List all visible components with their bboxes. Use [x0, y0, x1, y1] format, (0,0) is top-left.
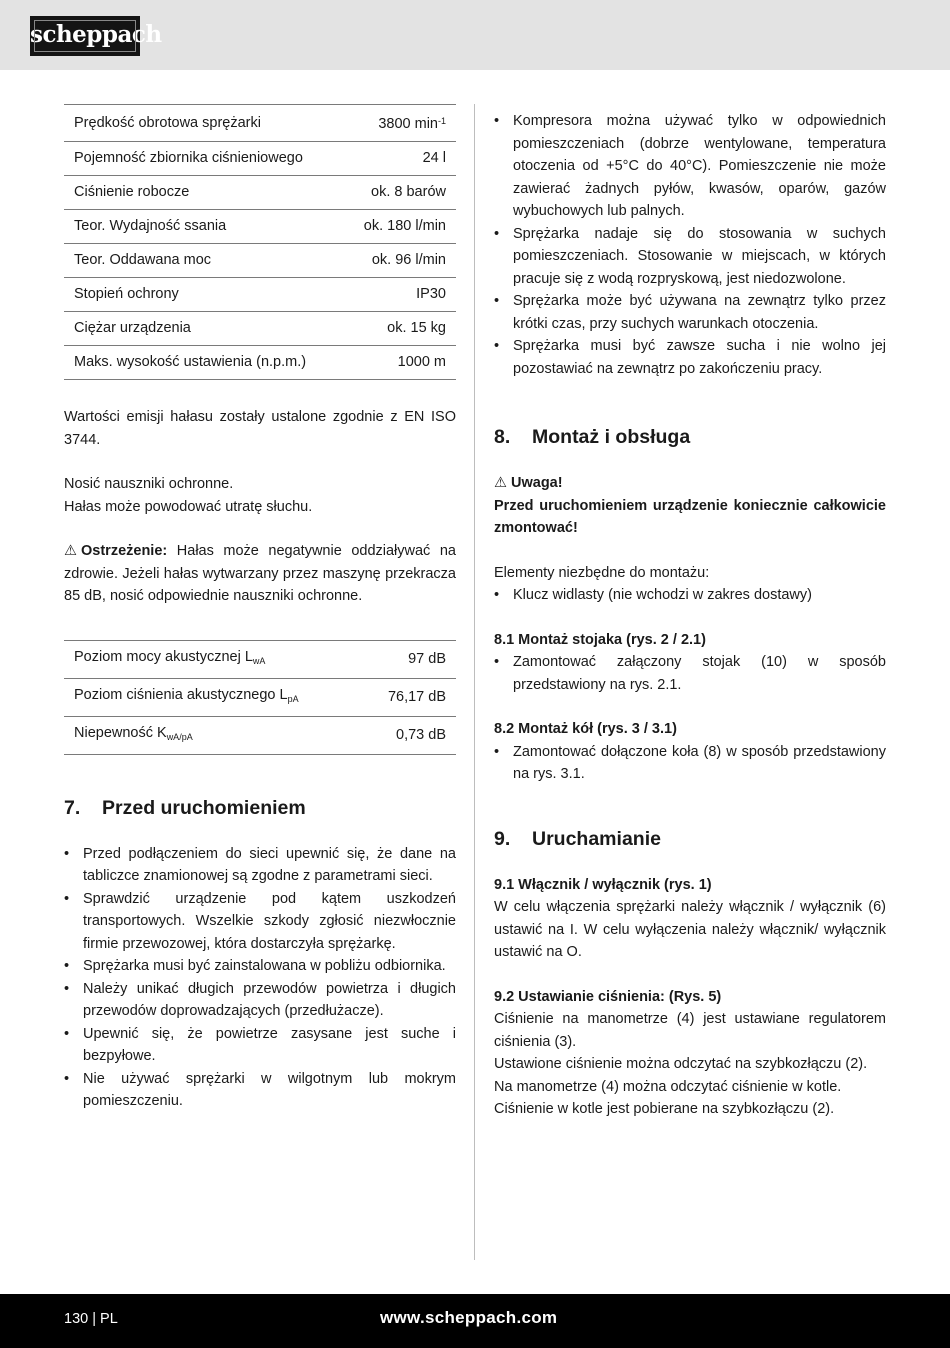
- list-item: • Nie używać sprężarki w wilgotnym lub mokrym pomieszczeniu.: [64, 1068, 456, 1113]
- page-footer: [0, 1294, 950, 1348]
- list-item: • Przed podłączeniem do sieci upewnić się, że dane na tabliczce znamionowej są zgodne z parametrami sieci.: [64, 843, 456, 888]
- table-row: [64, 210, 456, 244]
- spec-value: ok. 96 l/min: [326, 244, 456, 278]
- section-9-title: Uruchamianie: [532, 827, 661, 850]
- table-row: [64, 105, 456, 142]
- list-item: • Upewnić się, że powietrze zasysane jest suche i bezpyłowe.: [64, 1023, 456, 1068]
- table-row: [64, 312, 456, 346]
- noise-label-text: Poziom mocy akustycznej L: [74, 648, 253, 665]
- noise-table: [64, 640, 456, 755]
- subsection-9-2-text-3: Na manometrze (4) można odczytać ciśnienie w kotle.: [494, 1078, 842, 1095]
- subsection-9-1-text: W celu włączenia sprężarki należy włącznik / wyłącznik (6) ustawić na I. W celu wyłączenia należy włącznik/ wyłącznik ustawić na O.: [494, 899, 886, 960]
- spec-value: IP30: [326, 278, 456, 312]
- table-row: [64, 716, 456, 754]
- spec-label: Stopień ochrony: [64, 278, 326, 312]
- section-8-heading: [494, 424, 886, 450]
- noise-label-text: Niepewność K: [74, 724, 167, 741]
- attention-label: Uwaga!: [511, 475, 563, 491]
- list-item: • Sprężarka może być używana na zewnątrz tylko przez krótki czas, przy suchych warunkach otoczenia.: [494, 290, 886, 335]
- spec-label: Teor. Wydajność ssania: [64, 210, 326, 244]
- list-item: • Klucz widlasty (nie wchodzi w zakres dostawy): [494, 584, 886, 607]
- noise-label-sub: wA/pA: [166, 731, 193, 742]
- hearing-loss-text: Hałas może powodować utratę słuchu.: [64, 498, 313, 515]
- column-divider: [474, 104, 475, 1260]
- spec-table: [64, 104, 456, 380]
- list-item: • Sprężarka nadaje się do stosowania w suchych pomieszczeniach. Stosowanie w miejscach, w których pracuje się z wodą rozpryskową, jest niedozwolone.: [494, 223, 886, 291]
- spec-label: Pojemność zbiornika ciśnieniowego: [64, 142, 326, 176]
- subsection-8-1-title: 8.1 Montaż stojaka (rys. 2 / 2.1): [494, 631, 706, 648]
- section-8-title: Montaż i obsługa: [532, 426, 691, 448]
- spec-label: Prędkość obrotowa sprężarki: [64, 105, 326, 142]
- spec-label: Ciężar urządzenia: [64, 312, 326, 346]
- subsection-9-2-text-1: Ciśnienie na manometrze (4) jest ustawiane regulatorem ciśnienia (3).: [494, 1011, 886, 1050]
- assembly-elements-list: [494, 584, 886, 607]
- noise-value: 0,73 dB: [326, 716, 456, 754]
- list-item: • Zamontować dołączone koła (8) w sposób przedstawiony na rys. 3.1.: [494, 741, 886, 786]
- table-row: [64, 244, 456, 278]
- table-row: [64, 142, 456, 176]
- list-item: • Zamontować załączony stojak (10) w sposób przedstawiony na rys. 2.1.: [494, 651, 886, 696]
- spec-value: [326, 105, 456, 142]
- section-9-heading: [494, 826, 886, 852]
- noise-label-sub: wA: [252, 655, 266, 666]
- subsection-8-2-list: [494, 741, 886, 786]
- noise-label: [64, 716, 326, 754]
- noise-label-text: Poziom ciśnienia akustycznego L: [74, 686, 288, 703]
- noise-warning: [64, 540, 456, 608]
- spec-value-sup: -1: [437, 116, 446, 126]
- subsection-8-1-list: [494, 651, 886, 696]
- scheppach-logo: scheppach: [30, 16, 140, 56]
- usage-conditions-list: [494, 110, 886, 380]
- noise-label-sub: pA: [287, 693, 299, 704]
- subsection-9-2-title: 9.2 Ustawianie ciśnienia: (Rys. 5): [494, 988, 722, 1005]
- section-7-list: [64, 843, 456, 1113]
- section-7-heading: [64, 795, 456, 821]
- noise-value: 97 dB: [326, 640, 456, 678]
- list-item: • Sprężarka musi być zawsze sucha i nie wolno jej pozostawiać na zewnątrz po zakończeniu pracy.: [494, 335, 886, 380]
- spec-label: Ciśnienie robocze: [64, 176, 326, 210]
- spec-label: Maks. wysokość ustawienia (n.p.m.): [64, 346, 326, 380]
- list-item: • Należy unikać długich przewodów powietrza i długich przewodów doprowadzających (przedłużacze).: [64, 978, 456, 1023]
- spec-value: ok. 8 barów: [326, 176, 456, 210]
- warning-triangle-icon: ⚠: [64, 543, 77, 559]
- hearing-protection-text: Nosić nauszniki ochronne.: [64, 476, 234, 492]
- table-row: [64, 678, 456, 716]
- list-item: • Kompresora można używać tylko w odpowiednich pomieszczeniach (dobrze wentylowane, temperatura otoczenia od +5°C do 40°C). Pomieszczenie nie może zawierać żadnych pyłów, kwasów, oparów, gazów wybuchowych lub palnych.: [494, 110, 886, 223]
- section-9-number: 9.: [494, 827, 511, 850]
- noise-emission-text: Wartości emisji hałasu zostały ustalone zgodnie z EN ISO 3744.: [64, 409, 456, 448]
- noise-value: 76,17 dB: [326, 678, 456, 716]
- spec-value: ok. 180 l/min: [326, 210, 456, 244]
- left-column: [64, 104, 456, 1113]
- assembly-elements-intro: Elementy niezbędne do montażu:: [494, 564, 710, 581]
- attention-heading: [494, 472, 886, 495]
- warning-text: Hałas może negatywnie oddziaływać na zdrowie. Jeżeli hałas wytwarzany przez maszynę przekracza 85 dB, nosić odpowiednie nauszniki ochronne.: [64, 543, 456, 604]
- subsection-9-2-text-4: Ciśnienie w kotle jest pobierane na szybkozłączu (2).: [494, 1101, 835, 1117]
- table-row: [64, 346, 456, 380]
- table-row: [64, 176, 456, 210]
- section-8-number: 8.: [494, 426, 511, 448]
- attention-text: Przed uruchomieniem urządzenie koniecznie całkowicie zmontować!: [494, 497, 886, 536]
- subsection-9-2-text-2: Ustawione ciśnienie można odczytać na szybkozłączu (2).: [494, 1056, 868, 1072]
- table-row: [64, 278, 456, 312]
- noise-label: [64, 678, 326, 716]
- spec-value-text: 3800 min: [378, 116, 438, 132]
- warning-label: Ostrzeżenie:: [81, 543, 168, 559]
- list-item: • Sprawdzić urządzenie pod kątem uszkodzeń transportowych. Wszelkie szkody zgłosić niezwłocznie firmie przewozowej, która dostarczyła sprężarkę.: [64, 888, 456, 956]
- page-header: [0, 0, 950, 70]
- spec-value: ok. 15 kg: [326, 312, 456, 346]
- table-row: [64, 640, 456, 678]
- section-7-title: Przed uruchomieniem: [102, 796, 306, 819]
- subsection-8-2-title: 8.2 Montaż kół (rys. 3 / 3.1): [494, 721, 677, 737]
- spec-value: 1000 m: [326, 346, 456, 380]
- subsection-9-1-title: 9.1 Włącznik / wyłącznik (rys. 1): [494, 876, 712, 893]
- noise-label: [64, 640, 326, 678]
- section-7-number: 7.: [64, 796, 81, 819]
- website-link[interactable]: www.scheppach.com: [380, 1308, 558, 1327]
- right-column: [494, 110, 886, 1121]
- spec-label: Teor. Oddawana moc: [64, 244, 326, 278]
- list-item: • Sprężarka musi być zainstalowana w pobliżu odbiornika.: [64, 955, 456, 978]
- spec-value: 24 l: [326, 142, 456, 176]
- page-number: 130 | PL: [64, 1311, 118, 1327]
- warning-triangle-icon: ⚠: [494, 475, 507, 491]
